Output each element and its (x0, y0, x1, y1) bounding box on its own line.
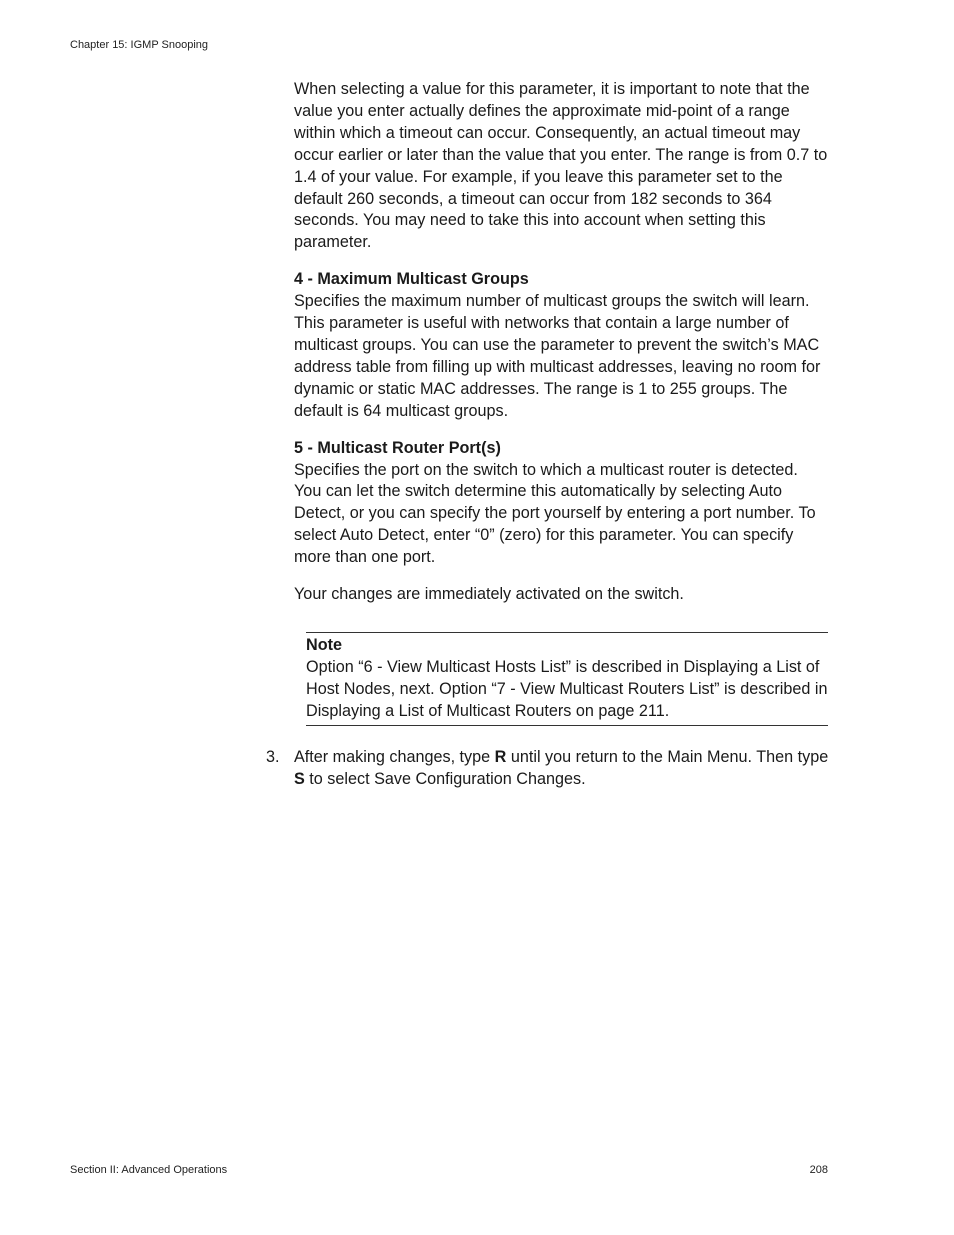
note-box (306, 632, 828, 726)
note-text: Option “6 - View Multicast Hosts List” is described in Displaying a List of Host Nodes, next. Option “7 - View Multicast Routers List” is described in Displaying a List of Multicast Routers on page 211. (306, 657, 828, 720)
running-head: Chapter 15: IGMP Snooping (70, 39, 208, 51)
footer-section: Section II: Advanced Operations (70, 1164, 228, 1176)
note-title: Note (306, 635, 342, 654)
step-text (294, 747, 829, 791)
step-text-part: After making changes, type (294, 748, 495, 766)
parameter-title: 5 - Multicast Router Port(s) (294, 438, 501, 457)
step-3 (266, 747, 829, 791)
intro-paragraph: When selecting a value for this parameter, it is important to note that the value you enter actually defines the approximate mid-point of a range within which a timeout can occur. Consequently, an actual timeout may occur earlier or later than the value that you enter. The range is from 0.7 to 1.4 of your value. For example, if you leave this parameter set to the default 260 seconds, a timeout can occur from 182 seconds to 364 seconds. You may need to take this into account when setting this parameter. (294, 80, 828, 252)
step-text-part: until you return to the Main Menu. Then type (506, 748, 829, 766)
step-text-part: to select Save Configuration Changes. (304, 769, 586, 788)
parameter-max-multicast-groups (294, 269, 829, 422)
body-column (294, 79, 829, 726)
key-s: S (294, 769, 305, 788)
activation-paragraph: Your changes are immediately activated on the switch. (294, 585, 684, 604)
parameter-multicast-router-ports (294, 438, 829, 569)
step-number: 3. (266, 748, 280, 766)
page-number: 208 (809, 1164, 828, 1176)
key-r: R (494, 748, 507, 766)
parameter-description: Specifies the port on the switch to which a multicast router is detected. You can let the switch determine this automatically by selecting Auto Detect, or you can specify the port yourself by entering a port number. To select Auto Detect, enter “0” (zero) for this parameter. You can specify more than one port. (294, 460, 816, 567)
parameter-title: 4 - Maximum Multicast Groups (294, 270, 529, 289)
parameter-description: Specifies the maximum number of multicast groups the switch will learn. This parameter is useful with networks that contain a large number of multicast groups. You can use the parameter to prevent the switch’s MAC address table from filling up with multicast addresses, leaving no room for dynamic or static MAC addresses. The range is 1 to 255 groups. The default is 64 multicast groups. (294, 292, 821, 420)
